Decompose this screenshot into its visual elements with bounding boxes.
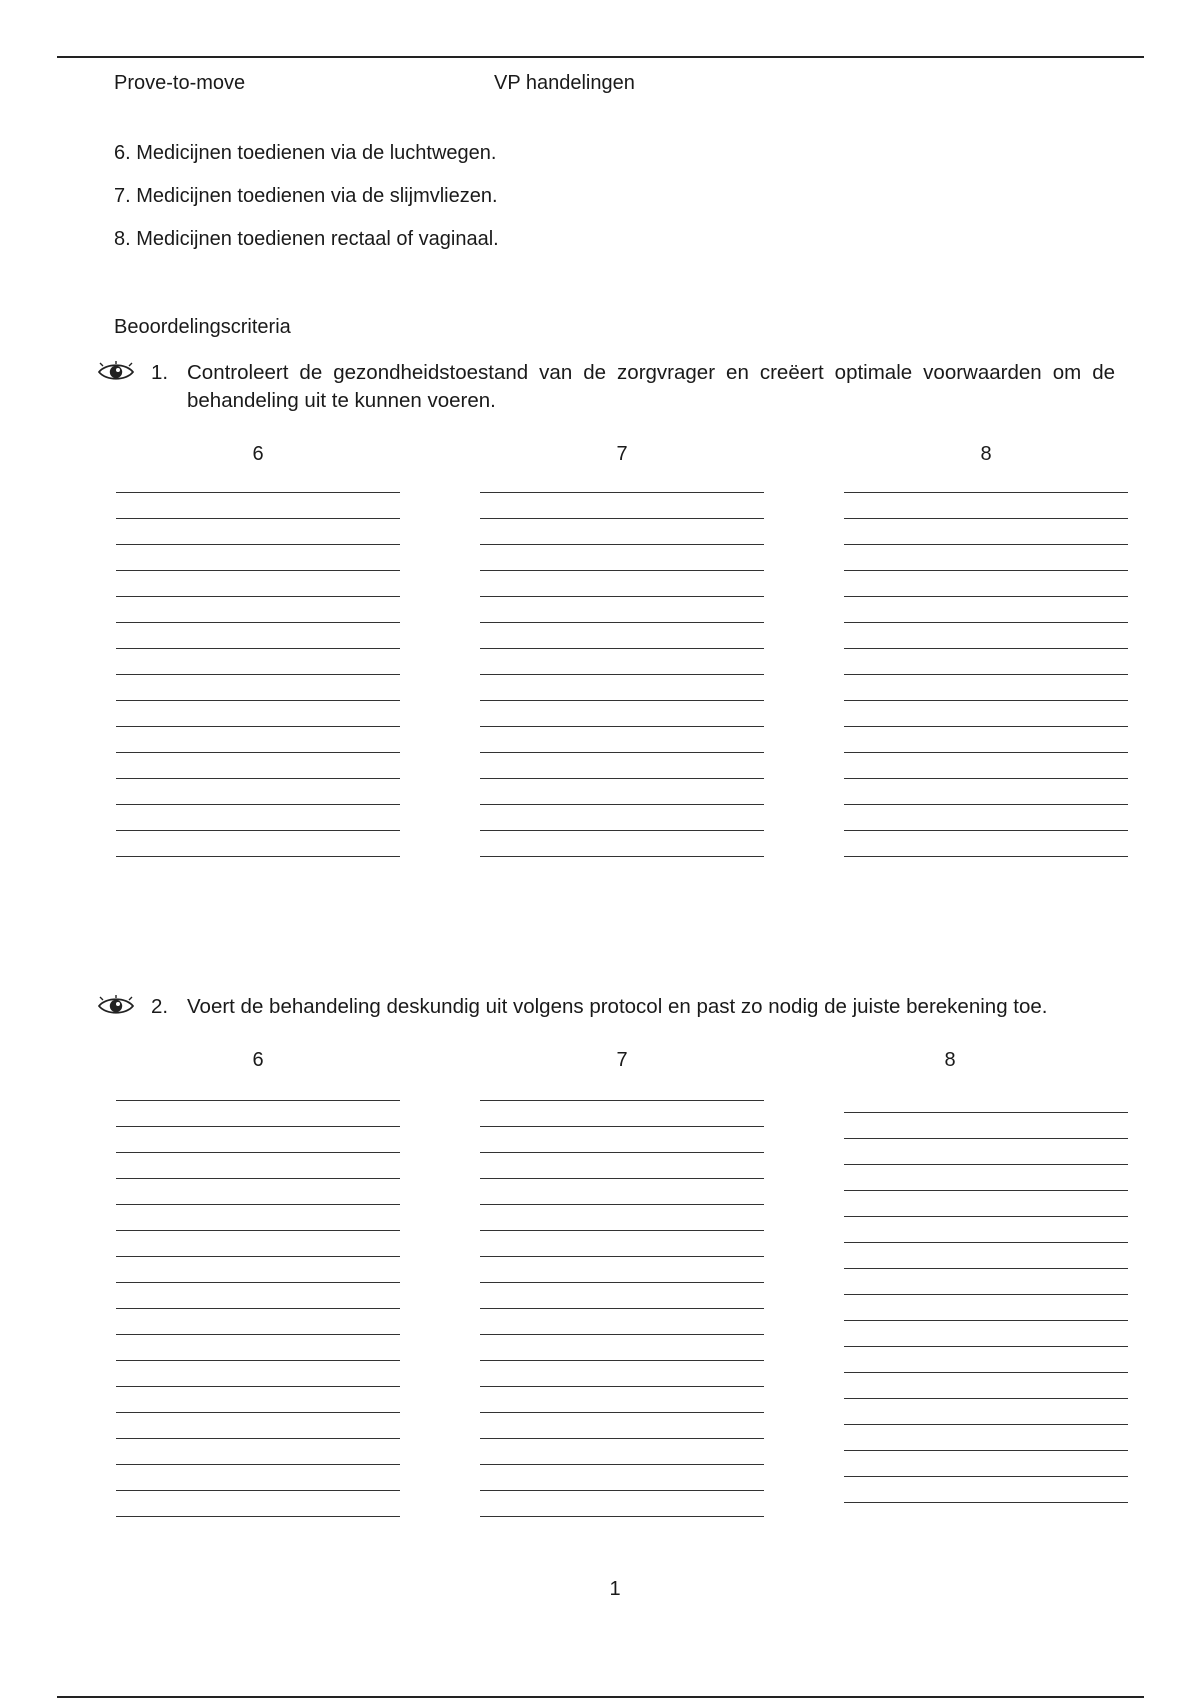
answer-line[interactable] bbox=[480, 1386, 764, 1387]
answer-line[interactable] bbox=[116, 1230, 400, 1231]
task-item-8: 8. Medicijnen toedienen rectaal of vaginaal. bbox=[114, 228, 499, 250]
answer-line[interactable] bbox=[480, 1230, 764, 1231]
answer-line[interactable] bbox=[480, 856, 764, 857]
answer-line[interactable] bbox=[116, 1464, 400, 1465]
bottom-rule bbox=[57, 1696, 1144, 1698]
top-rule bbox=[57, 56, 1144, 58]
answer-line[interactable] bbox=[116, 1178, 400, 1179]
answer-line[interactable] bbox=[116, 1256, 400, 1257]
answer-line[interactable] bbox=[844, 1216, 1128, 1217]
answer-line[interactable] bbox=[480, 1438, 764, 1439]
answer-line[interactable] bbox=[844, 1138, 1128, 1139]
answer-line[interactable] bbox=[480, 1126, 764, 1127]
answer-line[interactable] bbox=[844, 1398, 1128, 1399]
answer-line[interactable] bbox=[480, 804, 764, 805]
column-header-8: 8 bbox=[944, 1049, 956, 1071]
answer-line[interactable] bbox=[116, 674, 400, 675]
answer-line[interactable] bbox=[480, 830, 764, 831]
answer-line[interactable] bbox=[116, 830, 400, 831]
answer-line[interactable] bbox=[844, 778, 1128, 779]
answer-line[interactable] bbox=[116, 1282, 400, 1283]
answer-line[interactable] bbox=[844, 596, 1128, 597]
answer-line[interactable] bbox=[480, 518, 764, 519]
answer-line[interactable] bbox=[844, 492, 1128, 493]
answer-line[interactable] bbox=[116, 1308, 400, 1309]
answer-line[interactable] bbox=[844, 1476, 1128, 1477]
answer-line[interactable] bbox=[116, 1386, 400, 1387]
answer-line[interactable] bbox=[480, 1256, 764, 1257]
answer-line[interactable] bbox=[844, 1320, 1128, 1321]
answer-line[interactable] bbox=[116, 1516, 400, 1517]
answer-line[interactable] bbox=[480, 1100, 764, 1101]
answer-line[interactable] bbox=[844, 1190, 1128, 1191]
answer-line[interactable] bbox=[844, 674, 1128, 675]
answer-lines-c1-col6[interactable] bbox=[116, 492, 400, 858]
answer-line[interactable] bbox=[116, 1100, 400, 1101]
answer-line[interactable] bbox=[480, 1334, 764, 1335]
answer-line[interactable] bbox=[480, 544, 764, 545]
criterion-number: 2. bbox=[151, 995, 169, 1018]
answer-line[interactable] bbox=[480, 1360, 764, 1361]
answer-line[interactable] bbox=[116, 804, 400, 805]
answer-line[interactable] bbox=[844, 856, 1128, 857]
answer-line[interactable] bbox=[116, 622, 400, 623]
header-left: Prove-to-move bbox=[114, 72, 246, 94]
answer-lines-c1-col8[interactable] bbox=[844, 492, 1128, 858]
criterion-number: 1. bbox=[151, 361, 169, 384]
column-header-8: 8 bbox=[980, 443, 992, 465]
answer-line[interactable] bbox=[480, 622, 764, 623]
answer-lines-c2-col8[interactable] bbox=[844, 1112, 1128, 1504]
answer-lines-c2-col6[interactable] bbox=[116, 1100, 400, 1518]
answer-line[interactable] bbox=[480, 1490, 764, 1491]
answer-line[interactable] bbox=[480, 596, 764, 597]
eye-icon bbox=[98, 361, 134, 383]
answer-line[interactable] bbox=[844, 1346, 1128, 1347]
answer-line[interactable] bbox=[116, 700, 400, 701]
answer-line[interactable] bbox=[116, 1126, 400, 1127]
answer-line[interactable] bbox=[844, 1242, 1128, 1243]
answer-line[interactable] bbox=[844, 1294, 1128, 1295]
answer-line[interactable] bbox=[116, 1438, 400, 1439]
answer-line[interactable] bbox=[844, 1372, 1128, 1373]
answer-line[interactable] bbox=[480, 1464, 764, 1465]
answer-line[interactable] bbox=[116, 648, 400, 649]
answer-line[interactable] bbox=[116, 1490, 400, 1491]
answer-line[interactable] bbox=[480, 648, 764, 649]
answer-line[interactable] bbox=[844, 648, 1128, 649]
page-number: 1 bbox=[609, 1578, 621, 1600]
eye-icon bbox=[98, 995, 134, 1017]
answer-line[interactable] bbox=[844, 1502, 1128, 1503]
answer-line[interactable] bbox=[480, 752, 764, 753]
column-header-6: 6 bbox=[252, 1049, 264, 1071]
answer-line[interactable] bbox=[116, 752, 400, 753]
task-item-6: 6. Medicijnen toedienen via de luchtwegen. bbox=[114, 142, 497, 164]
answer-line[interactable] bbox=[480, 1412, 764, 1413]
column-header-7: 7 bbox=[616, 1049, 628, 1071]
answer-line[interactable] bbox=[480, 492, 764, 493]
criteria-title: Beoordelingscriteria bbox=[114, 316, 291, 338]
answer-line[interactable] bbox=[480, 1282, 764, 1283]
answer-line[interactable] bbox=[116, 726, 400, 727]
criterion-text: Voert de behandeling deskundig uit volgens protocol en past zo nodig de juiste berekening toe. bbox=[187, 995, 1048, 1018]
answer-line[interactable] bbox=[844, 1164, 1128, 1165]
answer-line[interactable] bbox=[116, 1204, 400, 1205]
answer-line[interactable] bbox=[116, 1412, 400, 1413]
column-header-7: 7 bbox=[616, 443, 628, 465]
column-header-6: 6 bbox=[252, 443, 264, 465]
answer-line[interactable] bbox=[844, 830, 1128, 831]
answer-line[interactable] bbox=[844, 752, 1128, 753]
answer-line[interactable] bbox=[480, 1152, 764, 1153]
header-center: VP handelingen bbox=[494, 72, 635, 94]
answer-line[interactable] bbox=[844, 1268, 1128, 1269]
answer-line[interactable] bbox=[844, 726, 1128, 727]
answer-line[interactable] bbox=[844, 518, 1128, 519]
answer-line[interactable] bbox=[480, 1178, 764, 1179]
answer-lines-c2-col7[interactable] bbox=[480, 1100, 764, 1518]
answer-line[interactable] bbox=[480, 700, 764, 701]
answer-line[interactable] bbox=[480, 1516, 764, 1517]
task-list bbox=[114, 141, 499, 270]
answer-line[interactable] bbox=[844, 1112, 1128, 1113]
answer-lines-c1-col7[interactable] bbox=[480, 492, 764, 858]
answer-line[interactable] bbox=[116, 778, 400, 779]
answer-line[interactable] bbox=[116, 570, 400, 571]
answer-line[interactable] bbox=[116, 518, 400, 519]
answer-line[interactable] bbox=[116, 1360, 400, 1361]
answer-line[interactable] bbox=[116, 856, 400, 857]
answer-line[interactable] bbox=[480, 1308, 764, 1309]
answer-line[interactable] bbox=[844, 1450, 1128, 1451]
answer-line[interactable] bbox=[844, 544, 1128, 545]
answer-line[interactable] bbox=[116, 596, 400, 597]
answer-line[interactable] bbox=[844, 1424, 1128, 1425]
answer-line[interactable] bbox=[116, 1152, 400, 1153]
task-item-7: 7. Medicijnen toedienen via de slijmvliezen. bbox=[114, 185, 498, 207]
answer-line[interactable] bbox=[480, 674, 764, 675]
answer-line[interactable] bbox=[844, 570, 1128, 571]
answer-line[interactable] bbox=[116, 1334, 400, 1335]
answer-line[interactable] bbox=[116, 492, 400, 493]
answer-line[interactable] bbox=[480, 778, 764, 779]
answer-line[interactable] bbox=[844, 700, 1128, 701]
criterion-text: Controleert de gezondheidstoestand van de zorgvrager en creëert optimale voorwaarden om de behandeling uit te kunnen voeren. bbox=[187, 361, 1115, 412]
answer-line[interactable] bbox=[844, 622, 1128, 623]
answer-line[interactable] bbox=[480, 570, 764, 571]
answer-line[interactable] bbox=[844, 804, 1128, 805]
answer-line[interactable] bbox=[480, 726, 764, 727]
answer-line[interactable] bbox=[116, 544, 400, 545]
answer-line[interactable] bbox=[480, 1204, 764, 1205]
